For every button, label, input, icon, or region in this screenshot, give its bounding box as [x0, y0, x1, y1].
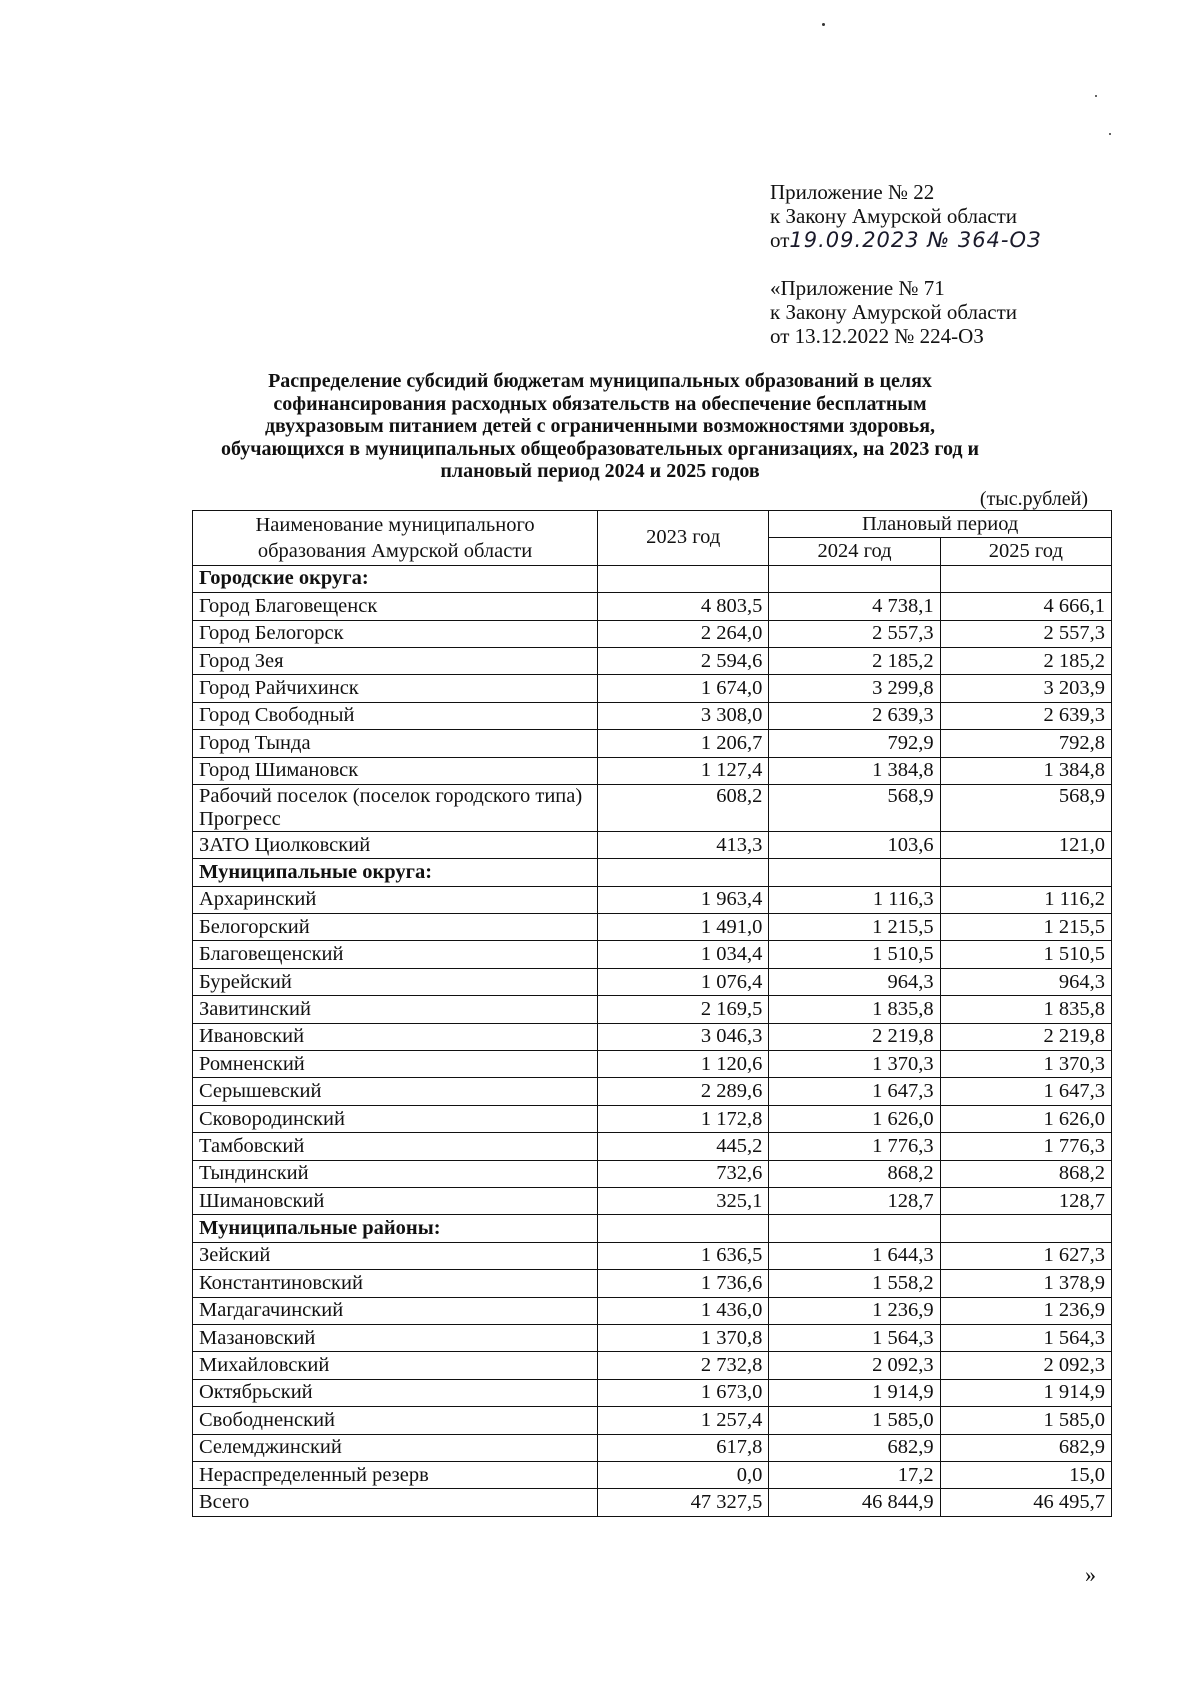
- municipality-name-cell: ЗАТО Циолковский: [193, 831, 598, 858]
- value-cell-2024: 2 185,2: [769, 647, 940, 674]
- value-cell-2025: 3 203,9: [940, 675, 1111, 702]
- value-cell-2025: 1 384,8: [940, 757, 1111, 784]
- title-line: Распределение субсидий бюджетам муниципальных образований в целях: [268, 370, 932, 392]
- municipality-name-cell: Октябрьский: [193, 1379, 598, 1406]
- table-row: [193, 1187, 1112, 1214]
- value-cell-2025: 568,9: [940, 784, 1111, 831]
- value-cell-2024: 4 738,1: [769, 593, 940, 620]
- date-prefix: от: [770, 228, 790, 252]
- table-row: [193, 1324, 1112, 1351]
- municipality-name-cell: Селемджинский: [193, 1434, 598, 1461]
- section-row: [193, 565, 1112, 592]
- header-year-2024: 2024 год: [769, 538, 940, 565]
- municipality-name-cell: Константиновский: [193, 1270, 598, 1297]
- value-cell-2025: [940, 565, 1111, 592]
- table-row: [193, 620, 1112, 647]
- municipality-name-cell: Мазановский: [193, 1324, 598, 1351]
- municipality-name-cell: Рабочий поселок (поселок городского типа) Прогресс: [193, 784, 598, 831]
- value-cell-2025: 121,0: [940, 831, 1111, 858]
- scan-speck: [1109, 133, 1111, 135]
- value-cell-2023: 1 034,4: [598, 941, 769, 968]
- value-cell-2025: 1 835,8: [940, 996, 1111, 1023]
- table-row: [193, 1078, 1112, 1105]
- value-cell-2024: 1 116,3: [769, 886, 940, 913]
- value-cell-2024: 2 557,3: [769, 620, 940, 647]
- appendix-amended-law: к Закону Амурской области: [770, 300, 1018, 324]
- municipality-name-cell: Михайловский: [193, 1352, 598, 1379]
- value-cell-2025: 868,2: [940, 1160, 1111, 1187]
- municipality-name-cell: Благовещенский: [193, 941, 598, 968]
- title-line: обучающихся в муниципальных общеобразовательных организациях, на 2023 год и: [220, 437, 980, 460]
- value-cell-2024: 2 639,3: [769, 702, 940, 729]
- table-row: [193, 941, 1112, 968]
- value-cell-2023: 2 264,0: [598, 620, 769, 647]
- value-cell-2025: 792,8: [940, 730, 1111, 757]
- value-cell-2023: 1 491,0: [598, 914, 769, 941]
- value-cell-2024: 1 215,5: [769, 914, 940, 941]
- value-cell-2024: [769, 565, 940, 592]
- value-cell-2023: 1 636,5: [598, 1242, 769, 1269]
- value-cell-2025: 1 914,9: [940, 1379, 1111, 1406]
- municipality-name-cell: Бурейский: [193, 968, 598, 995]
- municipality-name-cell: Город Райчихинск: [193, 675, 598, 702]
- value-cell-2025: 1 378,9: [940, 1270, 1111, 1297]
- table-row: [193, 757, 1112, 784]
- municipality-name-cell: Магдагачинский: [193, 1297, 598, 1324]
- value-cell-2024: 868,2: [769, 1160, 940, 1187]
- summary-row: [193, 1461, 1112, 1488]
- value-cell-2025: 1 564,3: [940, 1324, 1111, 1351]
- value-cell-2025: 1 370,3: [940, 1051, 1111, 1078]
- municipality-name-cell: Город Тында: [193, 730, 598, 757]
- value-cell-2023: [598, 1215, 769, 1242]
- value-cell-2023: 47 327,5: [598, 1489, 769, 1516]
- value-cell-2023: 2 594,6: [598, 647, 769, 674]
- value-cell-2024: 1 647,3: [769, 1078, 940, 1105]
- header-municipality: Наименование муниципального образования Амурской области: [193, 511, 598, 566]
- table-row: [193, 784, 1112, 831]
- value-cell-2025: [940, 859, 1111, 886]
- value-cell-2025: 1 116,2: [940, 886, 1111, 913]
- value-cell-2023: 1 673,0: [598, 1379, 769, 1406]
- value-cell-2023: 732,6: [598, 1160, 769, 1187]
- value-cell-2024: 1 835,8: [769, 996, 940, 1023]
- value-cell-2023: 3 046,3: [598, 1023, 769, 1050]
- value-cell-2023: 1 172,8: [598, 1105, 769, 1132]
- table-row: [193, 1133, 1112, 1160]
- value-cell-2023: 608,2: [598, 784, 769, 831]
- value-cell-2024: [769, 859, 940, 886]
- value-cell-2025: 2 557,3: [940, 620, 1111, 647]
- table-row: [193, 1105, 1112, 1132]
- table-row: [193, 1023, 1112, 1050]
- closing-quote-mark: »: [1085, 1562, 1096, 1587]
- value-cell-2024: 2 219,8: [769, 1023, 940, 1050]
- municipality-name-cell: Нераспределенный резерв: [193, 1461, 598, 1488]
- value-cell-2023: 2 289,6: [598, 1078, 769, 1105]
- appendix-current-number: Приложение № 22: [770, 180, 935, 204]
- value-cell-2023: 1 370,8: [598, 1324, 769, 1351]
- value-cell-2023: 1 736,6: [598, 1270, 769, 1297]
- table-row: [193, 1379, 1112, 1406]
- table-row: [193, 1160, 1112, 1187]
- table-row: [193, 1270, 1112, 1297]
- value-cell-2023: [598, 859, 769, 886]
- value-cell-2025: 682,9: [940, 1434, 1111, 1461]
- municipality-name-cell: Город Свободный: [193, 702, 598, 729]
- handwritten-date-signature: 19.09.2023 № 364-ОЗ: [789, 228, 1042, 252]
- value-cell-2024: 1 585,0: [769, 1407, 940, 1434]
- municipality-name-cell: Тындинский: [193, 1160, 598, 1187]
- appendix-amended-number: «Приложение № 71: [770, 276, 945, 300]
- value-cell-2024: 128,7: [769, 1187, 940, 1214]
- municipality-name-cell: Белогорский: [193, 914, 598, 941]
- municipality-name-cell: Завитинский: [193, 996, 598, 1023]
- value-cell-2025: 1 626,0: [940, 1105, 1111, 1132]
- value-cell-2024: 568,9: [769, 784, 940, 831]
- value-cell-2025: [940, 1215, 1111, 1242]
- value-cell-2024: 1 626,0: [769, 1105, 940, 1132]
- value-cell-2025: 4 666,1: [940, 593, 1111, 620]
- value-cell-2025: 2 219,8: [940, 1023, 1111, 1050]
- municipality-name-cell: Ромненский: [193, 1051, 598, 1078]
- value-cell-2024: 2 092,3: [769, 1352, 940, 1379]
- table-row: [193, 914, 1112, 941]
- value-cell-2024: [769, 1215, 940, 1242]
- value-cell-2024: 964,3: [769, 968, 940, 995]
- municipality-name-cell: Муниципальные районы:: [193, 1215, 598, 1242]
- table-row: [193, 968, 1112, 995]
- summary-row: [193, 1489, 1112, 1516]
- header-year-2023: 2023 год: [598, 511, 769, 566]
- table-row: [193, 831, 1112, 858]
- municipality-name-cell: Архаринский: [193, 886, 598, 913]
- value-cell-2024: 792,9: [769, 730, 940, 757]
- document-title: [150, 370, 1050, 483]
- municipality-name-cell: Город Зея: [193, 647, 598, 674]
- municipality-name-cell: Ивановский: [193, 1023, 598, 1050]
- value-cell-2024: 1 510,5: [769, 941, 940, 968]
- value-cell-2025: 2 185,2: [940, 647, 1111, 674]
- table-row: [193, 675, 1112, 702]
- table-row: [193, 1051, 1112, 1078]
- value-cell-2023: 1 257,4: [598, 1407, 769, 1434]
- municipality-name-cell: Городские округа:: [193, 565, 598, 592]
- value-cell-2023: 1 963,4: [598, 886, 769, 913]
- scan-speck: [1095, 95, 1097, 97]
- table-row: [193, 996, 1112, 1023]
- municipality-name-cell: Город Благовещенск: [193, 593, 598, 620]
- table-row: [193, 702, 1112, 729]
- value-cell-2024: 1 384,8: [769, 757, 940, 784]
- municipality-name-cell: Город Белогорск: [193, 620, 598, 647]
- value-cell-2023: 3 308,0: [598, 702, 769, 729]
- value-cell-2023: 445,2: [598, 1133, 769, 1160]
- municipality-name-cell: Зейский: [193, 1242, 598, 1269]
- municipality-name-cell: Всего: [193, 1489, 598, 1516]
- value-cell-2024: 1 564,3: [769, 1324, 940, 1351]
- appendix-current-law: к Закону Амурской области: [770, 204, 1018, 228]
- title-line: двухразовым питанием детей с ограниченными возможностями здоровья,: [264, 415, 936, 437]
- value-cell-2023: 1 206,7: [598, 730, 769, 757]
- table-row: [193, 593, 1112, 620]
- value-cell-2025: 128,7: [940, 1187, 1111, 1214]
- table-row: [193, 1352, 1112, 1379]
- value-cell-2023: 325,1: [598, 1187, 769, 1214]
- value-cell-2024: 1 914,9: [769, 1379, 940, 1406]
- value-cell-2024: 1 236,9: [769, 1297, 940, 1324]
- value-cell-2025: 1 627,3: [940, 1242, 1111, 1269]
- appendix-current-date: [770, 228, 1042, 252]
- value-cell-2024: 3 299,8: [769, 675, 940, 702]
- appendix-amended-block: [770, 276, 1017, 348]
- municipality-name-cell: Сковородинский: [193, 1105, 598, 1132]
- table-header: [193, 511, 1112, 566]
- municipality-name-cell: Город Шимановск: [193, 757, 598, 784]
- title-line: плановый период 2024 и 2025 годов: [440, 460, 760, 482]
- value-cell-2024: 682,9: [769, 1434, 940, 1461]
- value-cell-2023: 1 127,4: [598, 757, 769, 784]
- header-year-2025: 2025 год: [940, 538, 1111, 565]
- value-cell-2024: 17,2: [769, 1461, 940, 1488]
- value-cell-2025: 964,3: [940, 968, 1111, 995]
- value-cell-2023: 1 436,0: [598, 1297, 769, 1324]
- value-cell-2025: 1 776,3: [940, 1133, 1111, 1160]
- appendix-amended-date: от 13.12.2022 № 224-ОЗ: [770, 324, 984, 348]
- value-cell-2023: 1 076,4: [598, 968, 769, 995]
- table-row: [193, 1242, 1112, 1269]
- table-body: [193, 565, 1112, 1516]
- value-cell-2024: 1 644,3: [769, 1242, 940, 1269]
- table-row: [193, 1434, 1112, 1461]
- table-row: [193, 730, 1112, 757]
- value-cell-2025: 1 236,9: [940, 1297, 1111, 1324]
- value-cell-2023: 617,8: [598, 1434, 769, 1461]
- value-cell-2025: 46 495,7: [940, 1489, 1111, 1516]
- value-cell-2023: 1 120,6: [598, 1051, 769, 1078]
- value-cell-2024: 46 844,9: [769, 1489, 940, 1516]
- value-cell-2024: 1 558,2: [769, 1270, 940, 1297]
- units-label: (тыс.рублей): [979, 488, 1088, 510]
- section-row: [193, 1215, 1112, 1242]
- value-cell-2023: 0,0: [598, 1461, 769, 1488]
- section-row: [193, 859, 1112, 886]
- municipality-name-cell: Шимановский: [193, 1187, 598, 1214]
- value-cell-2024: 1 776,3: [769, 1133, 940, 1160]
- table-row: [193, 647, 1112, 674]
- value-cell-2024: 103,6: [769, 831, 940, 858]
- value-cell-2024: 1 370,3: [769, 1051, 940, 1078]
- title-line: софинансирования расходных обязательств на обеспечение бесплатным: [273, 392, 927, 415]
- value-cell-2025: 1 647,3: [940, 1078, 1111, 1105]
- value-cell-2023: 413,3: [598, 831, 769, 858]
- value-cell-2023: 1 674,0: [598, 675, 769, 702]
- municipality-name-cell: Серышевский: [193, 1078, 598, 1105]
- value-cell-2023: 2 169,5: [598, 996, 769, 1023]
- table-row: [193, 886, 1112, 913]
- table-row: [193, 1297, 1112, 1324]
- appendix-current-block: [770, 180, 1042, 252]
- value-cell-2023: 2 732,8: [598, 1352, 769, 1379]
- header-row: [193, 511, 1112, 538]
- value-cell-2023: [598, 565, 769, 592]
- subsidy-distribution-table: [192, 510, 1112, 1517]
- header-planned-period: Плановый период: [769, 511, 1112, 538]
- value-cell-2025: 2 639,3: [940, 702, 1111, 729]
- table-row: [193, 1407, 1112, 1434]
- scan-speck: [822, 23, 825, 26]
- municipality-name-cell: Муниципальные округа:: [193, 859, 598, 886]
- value-cell-2025: 1 585,0: [940, 1407, 1111, 1434]
- value-cell-2025: 2 092,3: [940, 1352, 1111, 1379]
- value-cell-2025: 1 510,5: [940, 941, 1111, 968]
- value-cell-2023: 4 803,5: [598, 593, 769, 620]
- municipality-name-cell: Свободненский: [193, 1407, 598, 1434]
- value-cell-2025: 1 215,5: [940, 914, 1111, 941]
- value-cell-2025: 15,0: [940, 1461, 1111, 1488]
- municipality-name-cell: Тамбовский: [193, 1133, 598, 1160]
